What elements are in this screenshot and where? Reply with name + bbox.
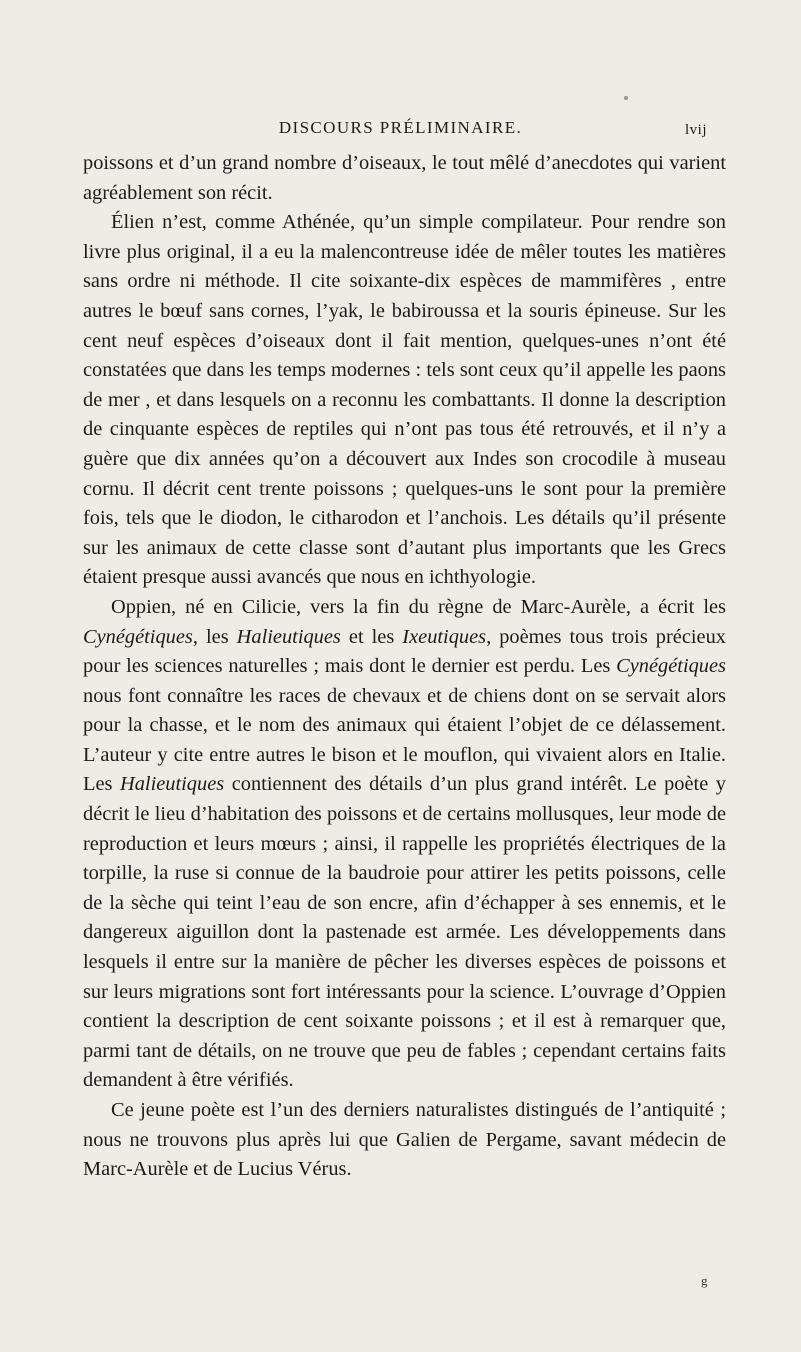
running-title: DISCOURS PRÉLIMINAIRE.: [278, 118, 523, 137]
title-ixeutiques: Ixeutiques: [402, 625, 487, 648]
page-number: lvij: [684, 122, 707, 138]
ink-speck: [624, 96, 628, 100]
paragraph-3: Oppien, né en Cilicie, vers la fin du règne de Marc-Aurèle, a écrit les Cynégétiques, les Halieutiques et les Ixeutiques, poèmes tous trois précieux pour les sciences naturelles ; mais dont le dernier est perdu. Les Cynégétiques nous font connaître les races de chevaux et de chiens dont on se servait alors pour la chasse, et le nom des animaux qui étaient l’objet de ce délassement. L’auteur y cite entre autres le bison et le mouflon, qui vivaient alors en Italie. Les Halieutiques contiennent des détails d’un plus grand intérêt. Le poète y décrit le lieu d’habitation des poissons et de certains mollusques, leur mode de reproduction et leurs mœurs ; ainsi, il rappelle les propriétés électriques de la torpille, la ruse si connue de la baudroie pour attirer les petits poissons, celle de la sèche qui teint l’eau de son encre, afin d’échapper à ses ennemis, et le dangereux aiguillon dont la pastenade est armée. Les développements dans lesquels il entre sur la manière de pêcher les diverses espèces de poissons et sur leurs migrations sont fort intéressants pour la science. L’ouvrage d’Oppien contient la description de cent soixante poissons ; et il est à remarquer que, parmi tant de détails, on ne trouve que peu de fables ; cependant certains faits demandent à être vérifiés.: [83, 595, 726, 1092]
title-cynegetiques: Cynégétiques: [83, 625, 193, 648]
body-text: [83, 149, 726, 1185]
paragraph-4: Ce jeune poète est l’un des derniers naturalistes distingués de l’antiquité ; nous ne trouvons plus après lui que Galien de Pergame, savant médecin de Marc-Aurèle et de Lucius Vérus.: [83, 1099, 726, 1181]
title-halieutiques: Halieutiques: [236, 625, 341, 648]
paragraph-1: poissons et d’un grand nombre d’oiseaux, le tout mêlé d’anecdotes qui varient agréablement son récit.: [83, 152, 726, 204]
signature-mark: g: [701, 1273, 708, 1288]
page-header: [0, 118, 801, 144]
paragraph-2: Élien n’est, comme Athénée, qu’un simple compilateur. Pour rendre son livre plus original, il a eu la malencontreuse idée de mêler toutes les matières sans ordre ni méthode. Il cite soixante-dix espèces de mammifères , entre autres le bœuf sans cornes, l’yak, le babiroussa et la souris épineuse. Sur les cent neuf espèces d’oiseaux dont il fait mention, quelques-unes n’ont été constatées que dans les temps modernes : tels sont ceux qu’il appelle les paons de mer , et dans lesquels on a reconnu les combattants. Il donne la description de cinquante espèces de reptiles qui n’ont pas tous été retrouvés, et il n’y a guère que dix années qu’on a découvert aux Indes son crocodile à museau cornu. Il décrit cent trente poissons ; quelques-uns le sont pour la première fois, tels que le diodon, le citharodon et l’anchois. Les détails qu’il présente sur les animaux de cette classe sont d’autant plus importants que les Grecs étaient presque aussi avancés que nous en ichthyologie.: [83, 211, 726, 589]
title-halieutiques-2: Halieutiques: [119, 773, 225, 796]
title-cynegetiques-2: Cynégétiques: [616, 655, 726, 678]
